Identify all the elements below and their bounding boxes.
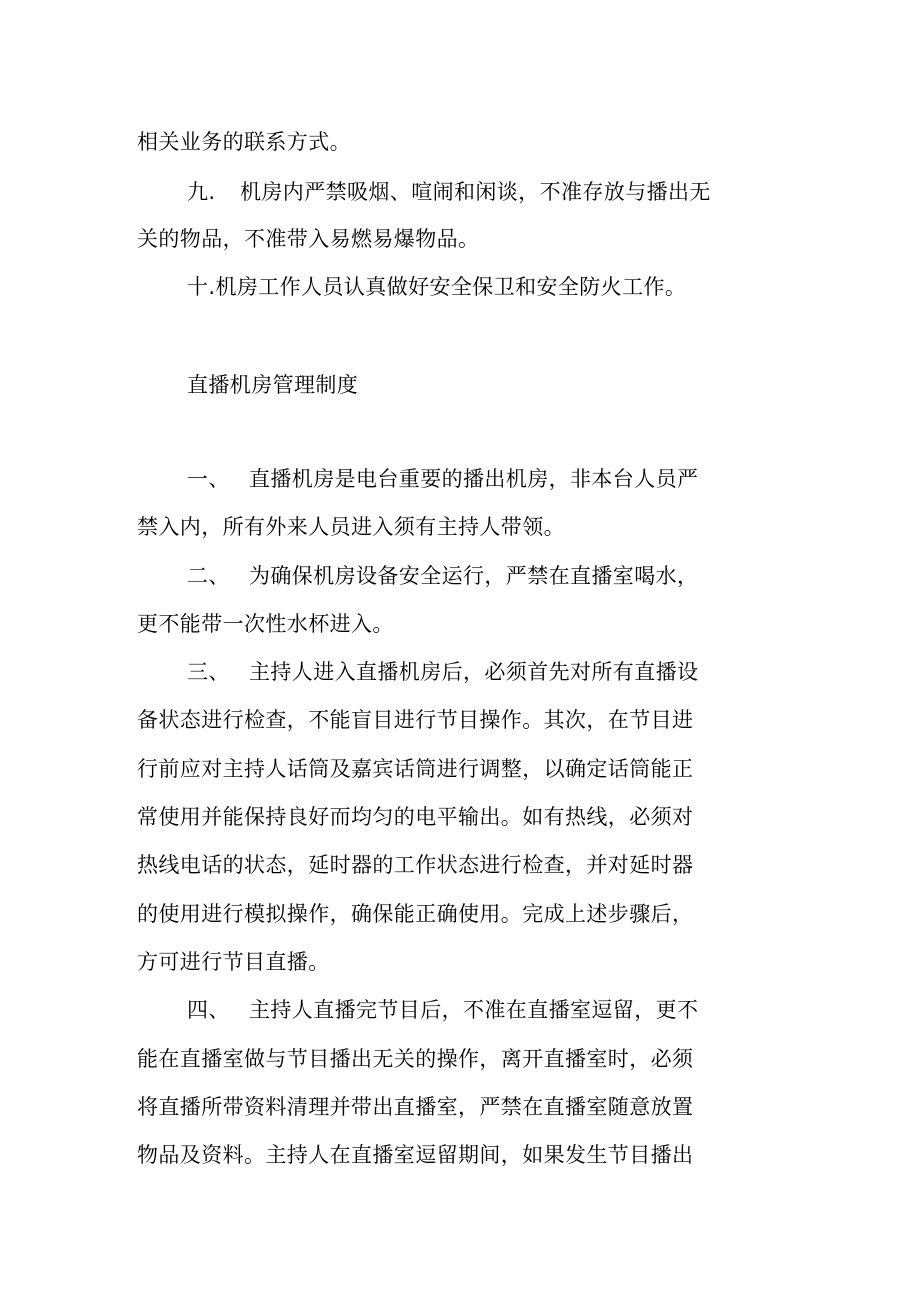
item-three <box>187 659 698 685</box>
item-nine <box>187 179 711 205</box>
item-text: 机房内严禁吸烟、喧闹和闲谈，不准存放与播出无 <box>240 180 711 204</box>
item-two <box>187 563 698 589</box>
item-number: 九. <box>187 180 216 204</box>
item-number: 二、 <box>187 564 230 588</box>
text-line: 物品及资料。主持人在直播室逗留期间，如果发生节目播出 <box>137 1143 694 1167</box>
text-line: 关的物品，不准带入易燃易爆物品。 <box>137 227 480 251</box>
text-line: 相关业务的联系方式。 <box>137 130 351 154</box>
item-number: 四、 <box>187 998 230 1022</box>
item-number: 三、 <box>187 660 230 684</box>
section-heading: 直播机房管理制度 <box>187 373 359 397</box>
item-number: 一、 <box>187 467 230 491</box>
item-one <box>187 466 698 492</box>
item-text: 直播机房是电台重要的播出机房，非本台人员严 <box>249 467 699 491</box>
text-line: 行前应对主持人话筒及嘉宾话筒进行调整，以确定话筒能正 <box>137 757 694 781</box>
text-line: 能在直播室做与节目播出无关的操作，离开直播室时，必须 <box>137 1047 694 1071</box>
item-text: 为确保机房设备安全运行，严禁在直播室喝水， <box>249 564 699 588</box>
text-line: 常使用并能保持良好而均匀的电平输出。如有热线，必须对 <box>137 805 694 829</box>
text-line: 将直播所带资料清理并带出直播室，严禁在直播室随意放置 <box>137 1095 694 1119</box>
text-line: 更不能带一次性水杯进入。 <box>137 612 394 636</box>
item-text: 主持人进入直播机房后，必须首先对所有直播设 <box>249 660 699 684</box>
text-line: 禁入内，所有外来人员进入须有主持人带领。 <box>137 515 565 539</box>
item-number: 十. <box>187 275 216 299</box>
item-text: 主持人直播完节目后，不准在直播室逗留，更不 <box>249 998 699 1022</box>
item-text: 机房工作人员认真做好安全保卫和安全防火工作。 <box>215 275 687 299</box>
text-line: 备状态进行检查，不能盲目进行节目操作。其次，在节目进 <box>137 708 694 732</box>
text-line: 方可进行节目直播。 <box>137 950 330 974</box>
text-line: 热线电话的状态，延时器的工作状态进行检查，并对延时器 <box>137 853 694 877</box>
item-four <box>187 997 698 1023</box>
item-ten <box>187 274 686 300</box>
text-line: 的使用进行模拟操作，确保能正确使用。完成上述步骤后， <box>137 902 694 926</box>
